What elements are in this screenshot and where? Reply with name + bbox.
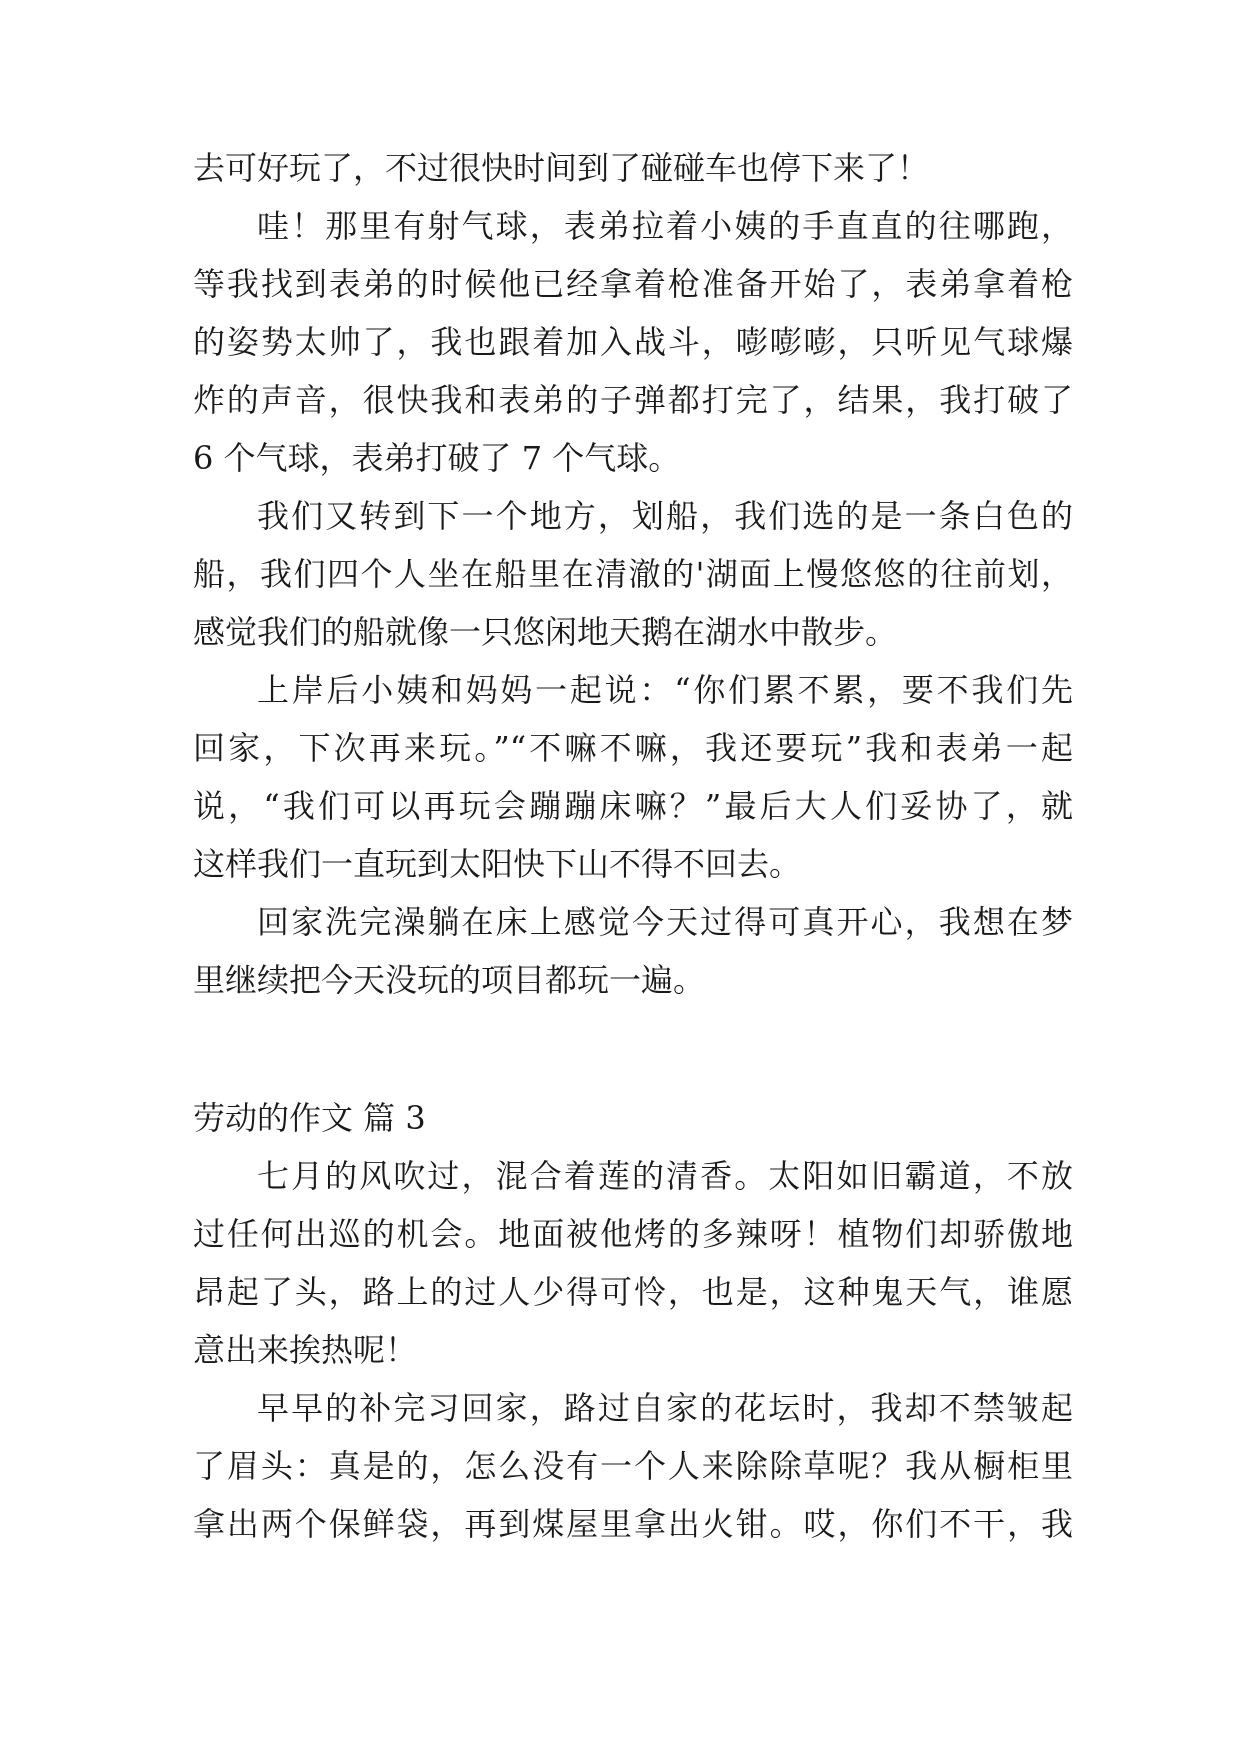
text-line: 去可好玩了，不过很快时间到了碰碰车也停下来了！ xyxy=(193,149,930,187)
text-line: 炸的声音，很快我和表弟的子弹都打完了，结果，我打破了 xyxy=(193,381,1073,419)
text-line: 里继续把今天没玩的项目都玩一遍。 xyxy=(193,961,706,999)
text-line: 我们又转到下一个地方，划船，我们选的是一条白色的 xyxy=(257,497,1073,535)
text-line: 意出来挨热呢！ xyxy=(193,1331,418,1369)
text-line: 回家，下次再来玩。”“不嘛不嘛，我还要玩”我和表弟一起 xyxy=(193,729,1073,767)
text-line: 感觉我们的船就像一只悠闲地天鹅在湖水中散步。 xyxy=(193,613,898,651)
text-line: 哇！那里有射气球，表弟拉着小姨的手直直的往哪跑， xyxy=(257,207,1073,245)
text-line: 过任何出巡的机会。地面被他烤的多辣呀！植物们却骄傲地 xyxy=(193,1215,1073,1253)
text-line: 这样我们一直玩到太阳快下山不得不回去。 xyxy=(193,845,802,883)
text-line: 船，我们四个人坐在船里在清澈的'湖面上慢悠悠的往前划， xyxy=(193,555,1073,593)
text-line: 早早的补完习回家，路过自家的花坛时，我却不禁皱起 xyxy=(257,1389,1073,1427)
text-line: 了眉头：真是的，怎么没有一个人来除除草呢？我从橱柜里 xyxy=(193,1447,1073,1485)
text-line: 6 个气球，表弟打破了 7 个气球。 xyxy=(193,439,681,477)
text-line: 等我找到表弟的时候他已经拿着枪准备开始了，表弟拿着枪 xyxy=(193,265,1073,303)
text-line: 说，“我们可以再玩会蹦蹦床嘛？”最后大人们妥协了，就 xyxy=(193,787,1073,825)
text-line: 的姿势太帅了，我也跟着加入战斗，嘭嘭嘭，只听见气球爆 xyxy=(193,323,1073,361)
text-line: 七月的风吹过，混合着莲的清香。太阳如旧霸道，不放 xyxy=(257,1157,1073,1195)
text-line: 昂起了头，路上的过人少得可怜，也是，这种鬼天气，谁愿 xyxy=(193,1273,1073,1311)
text-line: 回家洗完澡躺在床上感觉今天过得可真开心，我想在梦 xyxy=(257,903,1073,941)
text-line: 拿出两个保鲜袋，再到煤屋里拿出火钳。哎，你们不干，我 xyxy=(193,1505,1073,1543)
section-heading: 劳动的作文 篇 3 xyxy=(193,1099,426,1137)
text-line: 上岸后小姨和妈妈一起说：“你们累不累，要不我们先 xyxy=(257,671,1073,709)
